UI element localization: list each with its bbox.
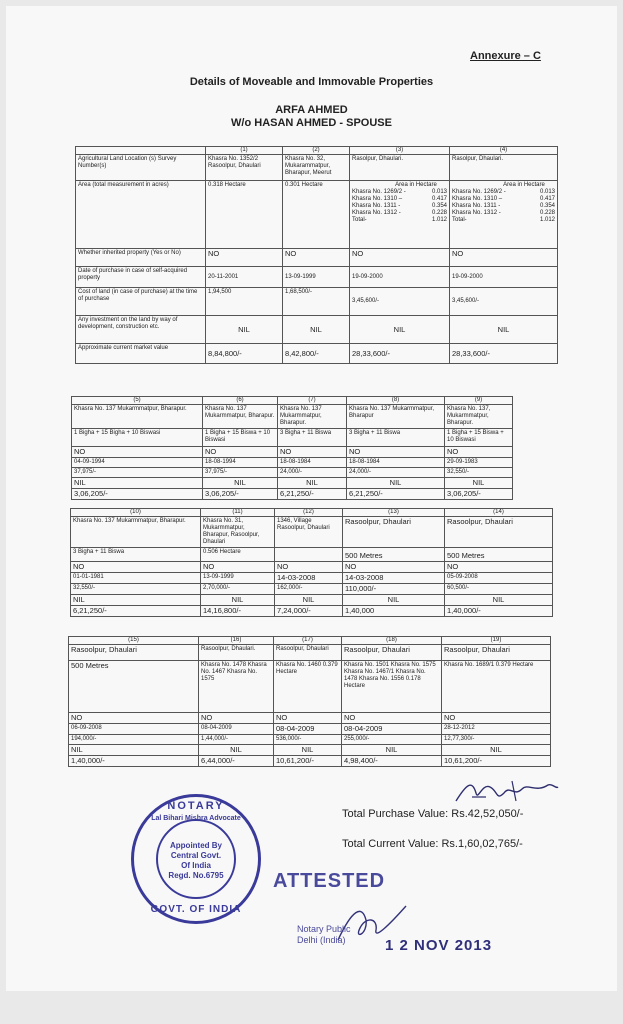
cell-cost: 1,44,000/- [199,735,274,745]
cell-inherited: NO [206,249,283,267]
cell-inherited: NO [450,249,558,267]
cell-location: Khasra No. 137 Mukarmmatpur, Bharapur [347,405,445,429]
cell-location: Rasoolpur, Dhaulari [274,645,342,661]
cell-area: 1 Bigha + 15 Biswa + 10 Biswasi [203,429,278,447]
cell-area: 0.506 Hectare [201,548,275,562]
cell-location: Rasoolpur, Dhaulari [343,517,445,548]
col-number: (14) [445,509,553,517]
blank-cell [76,147,206,155]
cell-cost: 32,550/- [71,584,201,595]
cell-investment: NIL [442,745,551,756]
property-table-4 [68,636,551,767]
cell-cost: 2,70,000/- [201,584,275,595]
area-heading: Area in Hectare [395,182,437,188]
seal-top-text: NOTARY [167,800,225,812]
cell-purchase-date: 04-09-1994 [72,458,203,468]
cell-inherited: NO [72,447,203,458]
cell-purchase-date: 08-04-2009 [199,724,274,735]
seal-line: Of India [181,861,211,870]
cell-area: Khasra No. 1478 Khasra No. 1467 Khasra No. 1575 [199,661,274,713]
cell-location: 1346, Village Rasoolpur, Dhaulari [275,517,343,548]
cell-area: 500 Metres [445,548,553,562]
cell-cost: 24,000/- [347,468,445,478]
cell-purchase-date: 19-09-2000 [450,267,558,288]
cell-inherited: NO [442,713,551,724]
cell-cost: 24,000/- [278,468,347,478]
col-number: (16) [199,637,274,645]
col-number: (17) [274,637,342,645]
cell-purchase-date: 20-11-2001 [206,267,283,288]
col-number: (5) [72,397,203,405]
cell-area: Khasra No. 1460 0.379 Hectare [274,661,342,713]
cell-purchase-date: 08-04-2009 [274,724,342,735]
col-number: (11) [201,509,275,517]
khasra-label: Total- [452,217,467,223]
cell-purchase-date: 18-08-1984 [278,458,347,468]
cell-purchase-date: 28-12-2012 [442,724,551,735]
total-purchase-value: Total Purchase Value: Rs.42,52,050/- [342,808,524,820]
cell-market-value: 8,84,800/- [206,344,283,364]
cell-cost: 1,94,500 [206,288,283,316]
cell-market-value: 3,06,205/- [72,489,203,500]
cell-market-value: 28,33,600/- [350,344,450,364]
cell-purchase-date: 06-09-2008 [69,724,199,735]
khasra-value: 0.417 [539,196,555,202]
cell-investment: NIL [69,745,199,756]
cell-inherited: NO [283,249,350,267]
cell-cost: 162,000/- [275,584,343,595]
cell-purchase-date: 13-09-1999 [283,267,350,288]
cell-area: Khasra No. 1689/1 0.379 Hectare [442,661,551,713]
cell-inherited: NO [275,562,343,573]
cell-inherited: NO [445,562,553,573]
cell-market-value: 10,61,200/- [442,756,551,767]
total-current-value: Total Current Value: Rs.1,60,02,765/- [342,838,523,850]
row-label-investment: Any investment on the land by way of development, construction etc. [76,316,206,344]
khasra-label: Khasra No. 1269/2 - [352,189,406,195]
property-table-1 [75,146,558,364]
seal-advocate-name: Lal Bihari Mishra Advocate [151,815,241,822]
cell-cost: 12,77,300/- [442,735,551,745]
col-number: (18) [342,637,442,645]
cell-area: 1 Bigha + 15 Biswa + 10 Biswasi [445,429,513,447]
cell-market-value: 7,24,000/- [275,606,343,617]
col-number: (15) [69,637,199,645]
cell-market-value: 28,33,600/- [450,344,558,364]
cell-location: Khasra No. 31, Mukarmmatpur, Bharapur, Rasoolpur, Dhaulari [201,517,275,548]
cell-inherited: NO [69,713,199,724]
cell-purchase-date: 14-03-2008 [275,573,343,584]
cell-location: Rasoolpur, Dhaulari [442,645,551,661]
cell-investment: NIL [445,595,553,606]
cell-purchase-date: 13-09-1999 [201,573,275,584]
cell-investment: NIL [347,478,445,489]
cell-investment: NIL [278,478,347,489]
cell-investment: NIL [343,595,445,606]
col-number: (9) [445,397,513,405]
cell-market-value: 10,61,200/- [274,756,342,767]
cell-purchase-date: 18-08-1984 [347,458,445,468]
cell-market-value: 6,44,000/- [199,756,274,767]
cell-purchase-date: 08-04-2009 [342,724,442,735]
cell-market-value: 1,40,000/- [445,606,553,617]
col-number: (19) [442,637,551,645]
cell-area: 1 Bigha + 15 Bigha + 10 Biswasi [72,429,203,447]
khasra-value: 0.013 [539,189,555,195]
col-number: (13) [343,509,445,517]
cell-market-value: 1,40,000/- [69,756,199,767]
cell-location: Khasra No. 137 Mukarmmatpur, Bharapur. [203,405,278,429]
khasra-value: 0.354 [431,203,447,209]
cell-market-value: 8,42,800/- [283,344,350,364]
cell-cost: 60,500/- [445,584,553,595]
khasra-label: Khasra No. 1269/2 - [452,189,506,195]
notary-title: Notary Public [297,924,351,934]
cell-market-value: 4,98,400/- [342,756,442,767]
col-number: (6) [203,397,278,405]
cell-purchase-date: 14-03-2008 [343,573,445,584]
cell-area-breakdown [450,181,558,249]
seal-bottom-text: GOVT. OF INDIA [150,904,242,915]
cell-location: Khasra No. 137, Mukarmmatpur, Bharapur. [445,405,513,429]
seal-line: Regd. No.6795 [168,871,224,880]
cell-investment: NIL [72,478,203,489]
cell-investment: NIL [283,316,350,344]
cell-purchase-date: 01-01-1981 [71,573,201,584]
khasra-label: Khasra No. 1311 - [352,203,401,209]
khasra-label: Khasra No. 1311 - [452,203,501,209]
cell-market-value: 6,21,250/- [347,489,445,500]
cell-investment: NIL [342,745,442,756]
cell-area: 3 Bigha + 11 Biswa [71,548,201,562]
person-relation: W/o HASAN AHMED - SPOUSE [231,117,392,129]
person-name: ARFA AHMED [275,104,348,116]
cell-purchase-date: 19-09-2000 [350,267,450,288]
cell-area: 0.301 Hectare [283,181,350,249]
cell-cost: 194,000/- [69,735,199,745]
khasra-label: Total- [352,217,367,223]
page-title: Details of Moveable and Immovable Properties [189,76,434,88]
col-number: (4) [450,147,558,155]
cell-market-value: 6,21,250/- [278,489,347,500]
col-number: (7) [278,397,347,405]
annexure-label: Annexure – C [470,50,541,62]
cell-cost: 32,550/- [445,468,513,478]
khasra-label: Khasra No. 1310 – [452,196,503,202]
notary-seal [131,794,261,924]
cell-area: Khasra No. 1501 Khasra No. 1575 Khasra No. 1467/1 Khasra No. 1478 Khasra No. 1556 0.178 Hectare [342,661,442,713]
cell-cost: 37,975/- [203,468,278,478]
cell-inherited: NO [278,447,347,458]
cell-purchase-date: 05-09-2008 [445,573,553,584]
col-number: (10) [71,509,201,517]
khasra-value: 0.013 [431,189,447,195]
cell-investment: NIL [450,316,558,344]
khasra-value: 1.012 [431,217,447,223]
seal-line: Appointed By [170,841,222,850]
notary-label [297,924,351,946]
row-label-area: Area (total measurement in acres) [76,181,206,249]
cell-cost: 536,000/- [274,735,342,745]
cell-location: Khasra No. 32, Mukarammatpur, Bharapur, Meerut [283,155,350,181]
cell-investment: NIL [350,316,450,344]
cell-inherited: NO [201,562,275,573]
cell-cost: 3,45,600/- [350,288,450,316]
cell-investment: NIL [274,745,342,756]
cell-location: Rasolpur, Dhaulari. [350,155,450,181]
khasra-value: 0.417 [431,196,447,202]
col-number: (12) [275,509,343,517]
cell-market-value: 6,21,250/- [71,606,201,617]
cell-inherited: NO [347,447,445,458]
row-label-location: Agricultural Land Location (s) Survey Number(s) [76,155,206,181]
signature-mark [452,775,562,811]
cell-location: Rasoolpur, Dhaulari [69,645,199,661]
col-number: (3) [350,147,450,155]
cell-cost: 255,000/- [342,735,442,745]
cell-location: Rasoolpur, Dhaulari [342,645,442,661]
cell-location: Rasolpur, Dhaulari. [450,155,558,181]
khasra-label: Khasra No. 1312 - [352,210,401,216]
cell-cost: 110,000/- [343,584,445,595]
col-number: (8) [347,397,445,405]
cell-inherited: NO [445,447,513,458]
khasra-label: Khasra No. 1310 – [352,196,403,202]
cell-inherited: NO [343,562,445,573]
cell-area [275,548,343,562]
cell-location: Khasra No. 137 Mukarmmatpur, Bharapur. [71,517,201,548]
cell-area: 3 Bigha + 11 Biswa [347,429,445,447]
seal-line: Central Govt. [170,851,222,860]
col-number: (1) [206,147,283,155]
cell-cost: 37,975/- [72,468,203,478]
cell-investment: NIL [201,595,275,606]
cell-area: 500 Metres [69,661,199,713]
khasra-value: 0.228 [431,210,447,216]
cell-market-value: 3,06,205/- [445,489,513,500]
cell-inherited: NO [274,713,342,724]
cell-market-value: 3,06,205/- [203,489,278,500]
cell-investment: NIL [203,478,278,489]
row-label-purchase-date: Date of purchase in case of self-acquired property [76,267,206,288]
cell-location: Khasra No. 137 Mukarmmatpur, Bharapur. [72,405,203,429]
cell-area: 500 Metres [343,548,445,562]
row-label-market-value: Approximate current market value [76,344,206,364]
notary-location: Delhi (India) [297,935,346,945]
cell-inherited: NO [71,562,201,573]
cell-investment: NIL [445,478,513,489]
cell-area-breakdown [350,181,450,249]
cell-purchase-date: 29-09-1983 [445,458,513,468]
cell-area: 0.318 Hectare [206,181,283,249]
cell-investment: NIL [275,595,343,606]
cell-location: Khasra No. 137 Mukarmmatpur, Bharapur. [278,405,347,429]
cell-inherited: NO [203,447,278,458]
property-table-3 [70,508,553,617]
row-label-inherited: Whether inherited property (Yes or No) [76,249,206,267]
cell-cost: 1,68,500/- [283,288,350,316]
attestation-date: 1 2 NOV 2013 [385,937,493,954]
property-table-2 [71,396,513,500]
cell-location: Khasra No. 1352/2 Rasoolpur, Dhaulari [206,155,283,181]
cell-investment: NIL [71,595,201,606]
khasra-value: 1.012 [539,217,555,223]
cell-inherited: NO [199,713,274,724]
cell-area: 3 Bigha + 11 Biswa [278,429,347,447]
cell-investment: NIL [199,745,274,756]
khasra-value: 0.228 [539,210,555,216]
khasra-value: 0.354 [539,203,555,209]
cell-investment: NIL [206,316,283,344]
attested-stamp: ATTESTED [273,870,386,892]
cell-inherited: NO [350,249,450,267]
row-label-cost: Cost of land (in case of purchase) at the time of purchase [76,288,206,316]
area-heading: Area in Hectare [503,182,545,188]
cell-cost: 3,45,600/- [450,288,558,316]
col-number: (2) [283,147,350,155]
cell-market-value: 14,16,800/- [201,606,275,617]
cell-market-value: 1,40,000 [343,606,445,617]
cell-inherited: NO [342,713,442,724]
khasra-label: Khasra No. 1312 - [452,210,501,216]
cell-purchase-date: 18-08-1994 [203,458,278,468]
cell-location: Rasoolpur, Dhaulari [445,517,553,548]
cell-location: Rasoolpur, Dhaulari. [199,645,274,661]
